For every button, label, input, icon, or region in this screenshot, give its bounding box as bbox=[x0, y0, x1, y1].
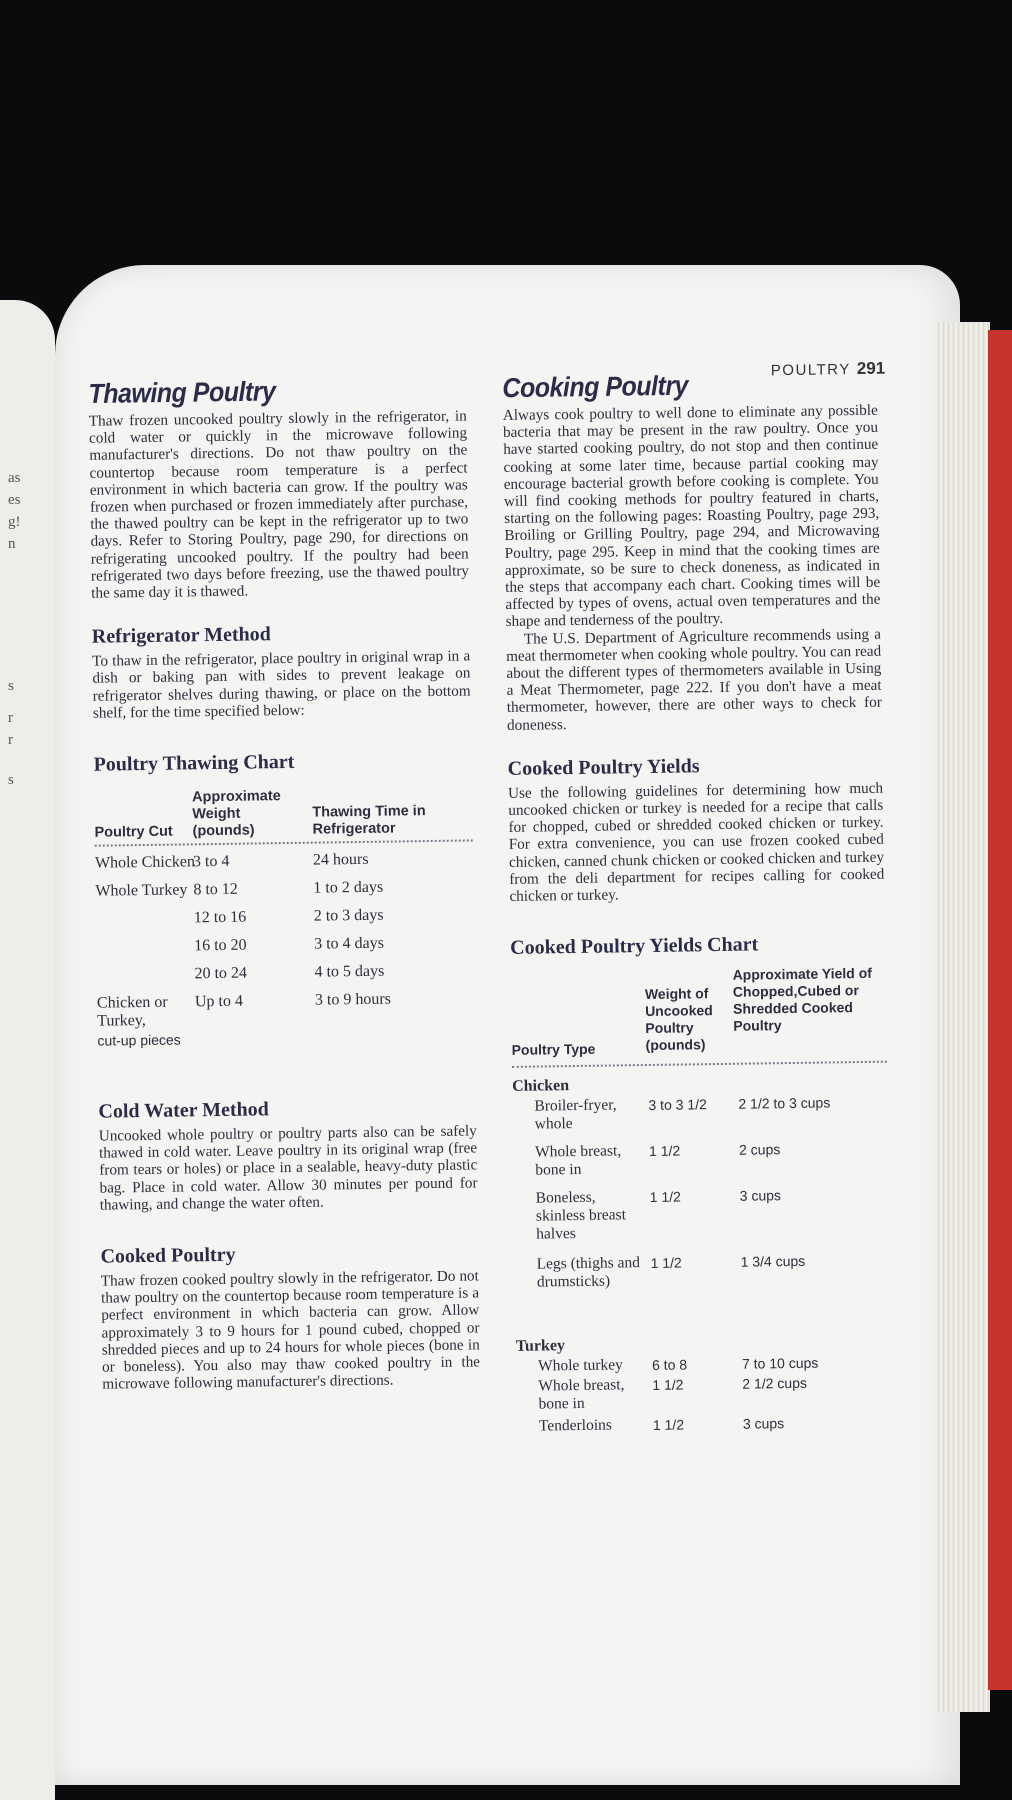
thawing-intro: Thaw frozen uncooked poultry slowly in the refrigerator, in cold water or quickly in the microwave following manufacturer's directions. Do not thaw poultry on the countertop because room temperature is a perfect environment in which bacteria can grow. If the poultry was frozen when purchased or frozen immediately after purchase, the thawed poultry can be kept in the refrigerator up to two days. Refer to Storing Poultry, page 290, for directions on refrigerating uncooked poultry. If the poultry had been refrigerated two days before freezing, use the thawed poultry the same day it is thawed. bbox=[88, 407, 470, 602]
thawing-title: Thawing Poultry bbox=[88, 376, 276, 410]
right-column bbox=[502, 371, 892, 1436]
cooking-para-1: Always cook poultry to well done to eliminate any possible bacteria that may be present in the raw poultry. Once you have started cooking poultry, do not stop and then continue cooking at some later time, because partial cooking may encourage bacterial growth before cooking is complete. You will find cooking methods for poultry featured in charts, starting on the following pages: Roasting Poultry, page 293, Broiling or Grilling Poultry, page 294, and Microwaving Poultry, page 295. Keep in mind that the cooking times are approximate, so be sure to check doneness, as indicated in the steps that accompany each chart. Cooking times will be affected by types of ovens, actual oven temperatures and the shape and tenderness of the poultry. bbox=[502, 401, 881, 631]
table-row-weight: 3 to 4 bbox=[192, 852, 230, 871]
refrigerator-heading: Refrigerator Method bbox=[91, 623, 271, 648]
cold-water-text: Uncooked whole poultry or poultry parts also can be safely thawed in cold water. Leave poultry in its original wrap (free from tears or holes) or place in a sealable, heavy-duty plastic bag. Place in cold water. Allow 30 minutes per pound for thawing, and change the water often. bbox=[98, 1122, 478, 1214]
table-row-time: 4 to 5 days bbox=[314, 962, 385, 981]
header-divider bbox=[512, 1061, 887, 1068]
table-row-cut: Whole Turkey bbox=[95, 881, 188, 900]
margin-fragment: as bbox=[8, 470, 21, 486]
table-row-weight: 1 1/2 bbox=[650, 1254, 682, 1272]
table-row-type: Whole breast, bone in bbox=[534, 1142, 622, 1179]
cooked-text: Thaw frozen cooked poultry slowly in the refrigerator. Do not thaw poultry on the countertop because room temperature is a perfect environment in which bacteria can grow. Allow approximately 3 to 9 hours for 1 pound cubed, chopped or shredded pieces and up to 24 hours for whole pieces (bone in or boneless). You also may thaw cooked poultry in the microwave following manufacturer's directions. bbox=[100, 1267, 481, 1393]
section-label: POULTRY bbox=[770, 361, 851, 380]
table-row-weight: 3 to 3 1/2 bbox=[648, 1096, 707, 1114]
table-row-type: Whole turkey bbox=[537, 1356, 623, 1375]
table-row-time: 3 to 9 hours bbox=[314, 990, 392, 1009]
col-header-type: Poultry Type bbox=[511, 1041, 596, 1059]
yields-chart-title: Cooked Poultry Yields Chart bbox=[510, 933, 759, 960]
thawing-chart bbox=[94, 777, 476, 1072]
col-header-weight: Approximate Weight (pounds) bbox=[191, 788, 281, 840]
cooked-heading: Cooked Poultry bbox=[100, 1243, 236, 1268]
table-row-yield: 7 to 10 cups bbox=[741, 1354, 819, 1372]
col-header-weight: Weight of Uncooked Poultry (pounds) bbox=[644, 985, 713, 1054]
table-row-cut: Whole Chicken bbox=[94, 853, 196, 872]
cold-water-heading: Cold Water Method bbox=[98, 1098, 269, 1123]
table-row-time: 2 to 3 days bbox=[313, 906, 384, 925]
table-row-cut-detail: cut-up pieces bbox=[97, 1031, 181, 1049]
table-row-weight: 20 to 24 bbox=[194, 964, 248, 983]
table-row-yield: 1 3/4 cups bbox=[740, 1253, 806, 1271]
table-row-type: Tenderloins bbox=[538, 1416, 612, 1435]
margin-fragment: r bbox=[8, 710, 13, 726]
yields-chart bbox=[510, 961, 892, 1436]
margin-fragment: n bbox=[8, 536, 16, 552]
table-row-yield: 2 cups bbox=[738, 1141, 781, 1159]
yields-heading: Cooked Poultry Yields bbox=[507, 755, 700, 780]
margin-fragment: g! bbox=[8, 514, 21, 530]
red-cover-edge bbox=[988, 330, 1012, 1690]
table-row-weight: 1 1/2 bbox=[648, 1142, 681, 1160]
table-row-yield: 2 1/2 cups bbox=[742, 1375, 808, 1392]
table-row-weight: 16 to 20 bbox=[194, 936, 247, 955]
group-label-chicken: Chicken bbox=[512, 1077, 570, 1096]
table-row-time: 1 to 2 days bbox=[313, 878, 384, 897]
cooking-title: Cooking Poultry bbox=[502, 370, 689, 404]
refrigerator-text: To thaw in the refrigerator, place poultry in original wrap in a dish or baking pan with sides to prevent leakage on refrigerator shelves during thawing, or place on the bottom shelf, for the time specified below: bbox=[92, 647, 471, 722]
table-row-weight: 1 1/2 bbox=[652, 1376, 684, 1394]
table-row-yield: 3 cups bbox=[742, 1415, 785, 1432]
yields-text: Use the following guidelines for determining how much uncooked chicken or turkey is needed for a recipe that calls for chopped, cubed or shredded cooked chicken or turkey. For extra convenience, you can use frozen cooked cubed chicken, canned chunk chicken or cooked chicken and turkey from the deli department for recipes calling for cooked chicken or turkey. bbox=[507, 779, 885, 905]
table-row-weight: Up to 4 bbox=[194, 992, 244, 1011]
table-row-weight: 6 to 8 bbox=[651, 1356, 688, 1374]
group-label-turkey: Turkey bbox=[515, 1337, 566, 1356]
margin-fragment: r bbox=[8, 732, 13, 748]
table-row-yield: 2 1/2 to 3 cups bbox=[738, 1094, 831, 1113]
table-row-yield: 3 cups bbox=[739, 1187, 782, 1205]
margin-fragment: s bbox=[8, 772, 14, 788]
table-row-weight: 12 to 16 bbox=[193, 908, 247, 927]
table-row-weight: 1 1/2 bbox=[649, 1188, 681, 1206]
margin-fragment: es bbox=[8, 492, 21, 508]
table-row-type: Legs (thighs and drumsticks) bbox=[536, 1254, 641, 1291]
left-column bbox=[88, 376, 480, 1393]
table-row-type: Boneless, skinless breast halves bbox=[535, 1189, 627, 1243]
page-stack-edge bbox=[935, 322, 990, 1712]
table-row-cut: Chicken or Turkey, bbox=[96, 993, 168, 1030]
col-header-time: Thawing Time in Refrigerator bbox=[312, 803, 426, 838]
table-row-weight: 8 to 12 bbox=[193, 880, 238, 899]
table-row-time: 24 hours bbox=[312, 850, 369, 869]
cooking-para-2: The U.S. Department of Agriculture recommends using a meat thermometer when cooking whole poultry. You can read about the different types of thermometers available in Using a Meat Thermometer, page 222. If you don't have a meat thermometer, however, there are other ways to check for doneness. bbox=[506, 625, 882, 734]
facing-page-edge bbox=[0, 300, 55, 1800]
table-row-weight: 1 1/2 bbox=[652, 1416, 685, 1434]
margin-fragment: s bbox=[8, 678, 14, 694]
thawing-chart-title: Poultry Thawing Chart bbox=[93, 750, 295, 776]
col-header-cut: Poultry Cut bbox=[94, 823, 173, 841]
table-row-time: 3 to 4 days bbox=[314, 934, 385, 953]
page-number: 291 bbox=[856, 358, 886, 379]
table-row-type: Broiler-fryer, whole bbox=[534, 1096, 617, 1133]
col-header-yield: Approximate Yield of Chopped,Cubed or Shredded Cooked Poultry bbox=[732, 965, 872, 1035]
page-content bbox=[70, 351, 900, 1782]
table-row-type: Whole breast, bone in bbox=[538, 1376, 625, 1413]
